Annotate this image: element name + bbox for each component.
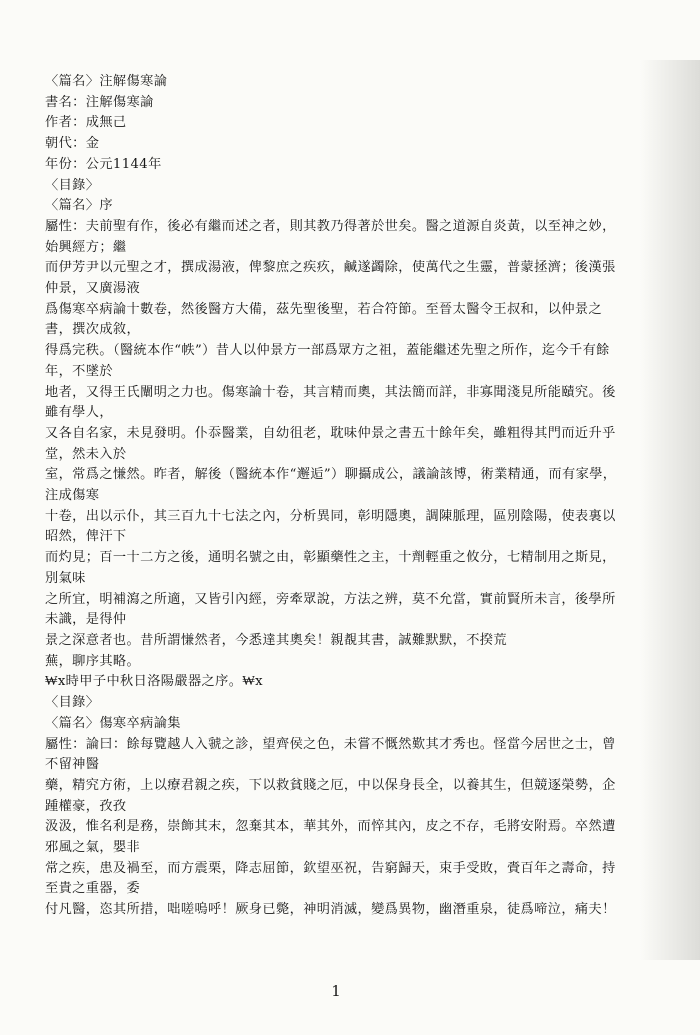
text-line: 雖有學人， <box>45 405 113 421</box>
text-line: 而伊芳尹以元聖之才，撰成湯液，俾黎庶之疾疚，鹹遂蠲除，使萬代之生靈，普蒙拯濟；後漢張 <box>45 260 616 276</box>
text-line: 汲汲，惟名利是務，崇飾其末，忽棄其本，華其外，而悴其內，皮之不存，毛將安附焉。卒然遭 <box>45 819 616 835</box>
text-line: 始興經方；繼 <box>45 239 127 255</box>
text-line: 作者：成無己 <box>45 115 127 131</box>
text-line: 又各自名家，未見發明。仆忝醫業，自幼徂老，耽味仲景之書五十餘年矣，雖粗得其門而近升乎 <box>45 425 616 441</box>
text-line: 常之疾，患及禍至，而方震栗，降志屈節，欽望巫祝，告窮歸天，束手受敗，賫百年之壽命，持 <box>45 860 616 876</box>
text-line: 蕪，聊序其略。 <box>45 653 141 669</box>
text-line: 景之深意者也。昔所謂慊然者，今悉達其奧矣！親覩其書，誠難默默，不揆荒 <box>45 632 507 648</box>
text-line: 〈篇名〉序 <box>45 198 113 214</box>
text-line: 〈目錄〉 <box>45 177 100 193</box>
text-line: 〈目錄〉 <box>45 695 100 711</box>
text-line: ₩x時甲子中秋日洛陽嚴器之序。₩x <box>45 674 264 690</box>
text-line: 注成傷寒 <box>45 488 100 504</box>
text-line: 屬性：夫前聖有作，後必有繼而述之者，則其教乃得著於世矣。醫之道源自炎黃，以至神之妙， <box>45 218 616 234</box>
text-line: 仲景，又廣湯液 <box>45 281 141 297</box>
text-line: 而灼見；百一十二方之後，通明名號之由，彰顯藥性之主，十劑輕重之攸分，七精制用之斯見， <box>45 550 616 566</box>
text-line: 別氣味 <box>45 570 86 586</box>
text-line: 年份：公元1144年 <box>45 156 162 172</box>
text-line: 書，撰次成敘， <box>45 322 141 338</box>
text-line: 地者，又得王氏闡明之力也。傷寒論十卷，其言精而奧，其法簡而詳，非寡聞淺見所能賾究。後 <box>45 384 616 400</box>
text-block <box>45 72 630 921</box>
text-line: 堂，然未入於 <box>45 446 127 462</box>
text-line: 昭然，俾汗下 <box>45 529 127 545</box>
text-line: 藥，精究方術，上以療君親之疾，下以救貧賤之厄，中以保身長全，以養其生，但競逐榮勢，企 <box>45 777 616 793</box>
text-line: 未識，是得仲 <box>45 612 127 628</box>
text-line: 書名：注解傷寒論 <box>45 94 154 110</box>
text-line: 室，常爲之慊然。昨者，解後（醫統本作“邂逅”）聊攝成公，議論該博，術業精通，而有家學， <box>45 467 617 483</box>
text-line: 年，不墜於 <box>45 363 113 379</box>
text-line: 不留神醫 <box>45 757 100 773</box>
text-line: 邪風之氣，嬰非 <box>45 840 141 856</box>
text-line: 〈篇名〉傷寒卒病論集 <box>45 715 181 731</box>
text-line: 十卷，出以示仆，其三百九十七法之內，分析異同，彰明隱奧，調陳脈理，區別陰陽，使表裏以 <box>45 508 616 524</box>
text-line: 之所宜，明補瀉之所適，又皆引內經，旁牽眾說，方法之辨，莫不允當，實前賢所未言，後學所 <box>45 591 616 607</box>
facing-page-bleed <box>640 60 700 960</box>
text-line: 得爲完秩。（醫統本作“帙”）昔人以仲景方一部爲眾方之祖，蓋能繼述先聖之所作，迄今千有餘 <box>45 343 610 359</box>
text-line: 至貴之重器，委 <box>45 881 141 897</box>
text-line: 付凡醫，恣其所措，咄嗟嗚呼！厥身已斃，神明消滅，變爲異物，幽潛重泉，徒爲啼泣，痛夫！ <box>45 902 616 918</box>
text-line: 〈篇名〉注解傷寒論 <box>45 74 168 89</box>
text-line: 爲傷寒卒病論十數卷，然後醫方大備，茲先聖後聖，若合符節。至晉太醫令王叔和，以仲景之 <box>45 301 603 317</box>
page-number: 1 <box>331 982 341 1000</box>
text-line: 朝代：金 <box>45 136 100 152</box>
text-line: 屬性：論曰：餘每覽越人入虢之診，望齊侯之色，未嘗不慨然歎其才秀也。怪當今居世之士，曾 <box>45 736 616 752</box>
text-line: 踵權豪，孜孜 <box>45 798 127 814</box>
